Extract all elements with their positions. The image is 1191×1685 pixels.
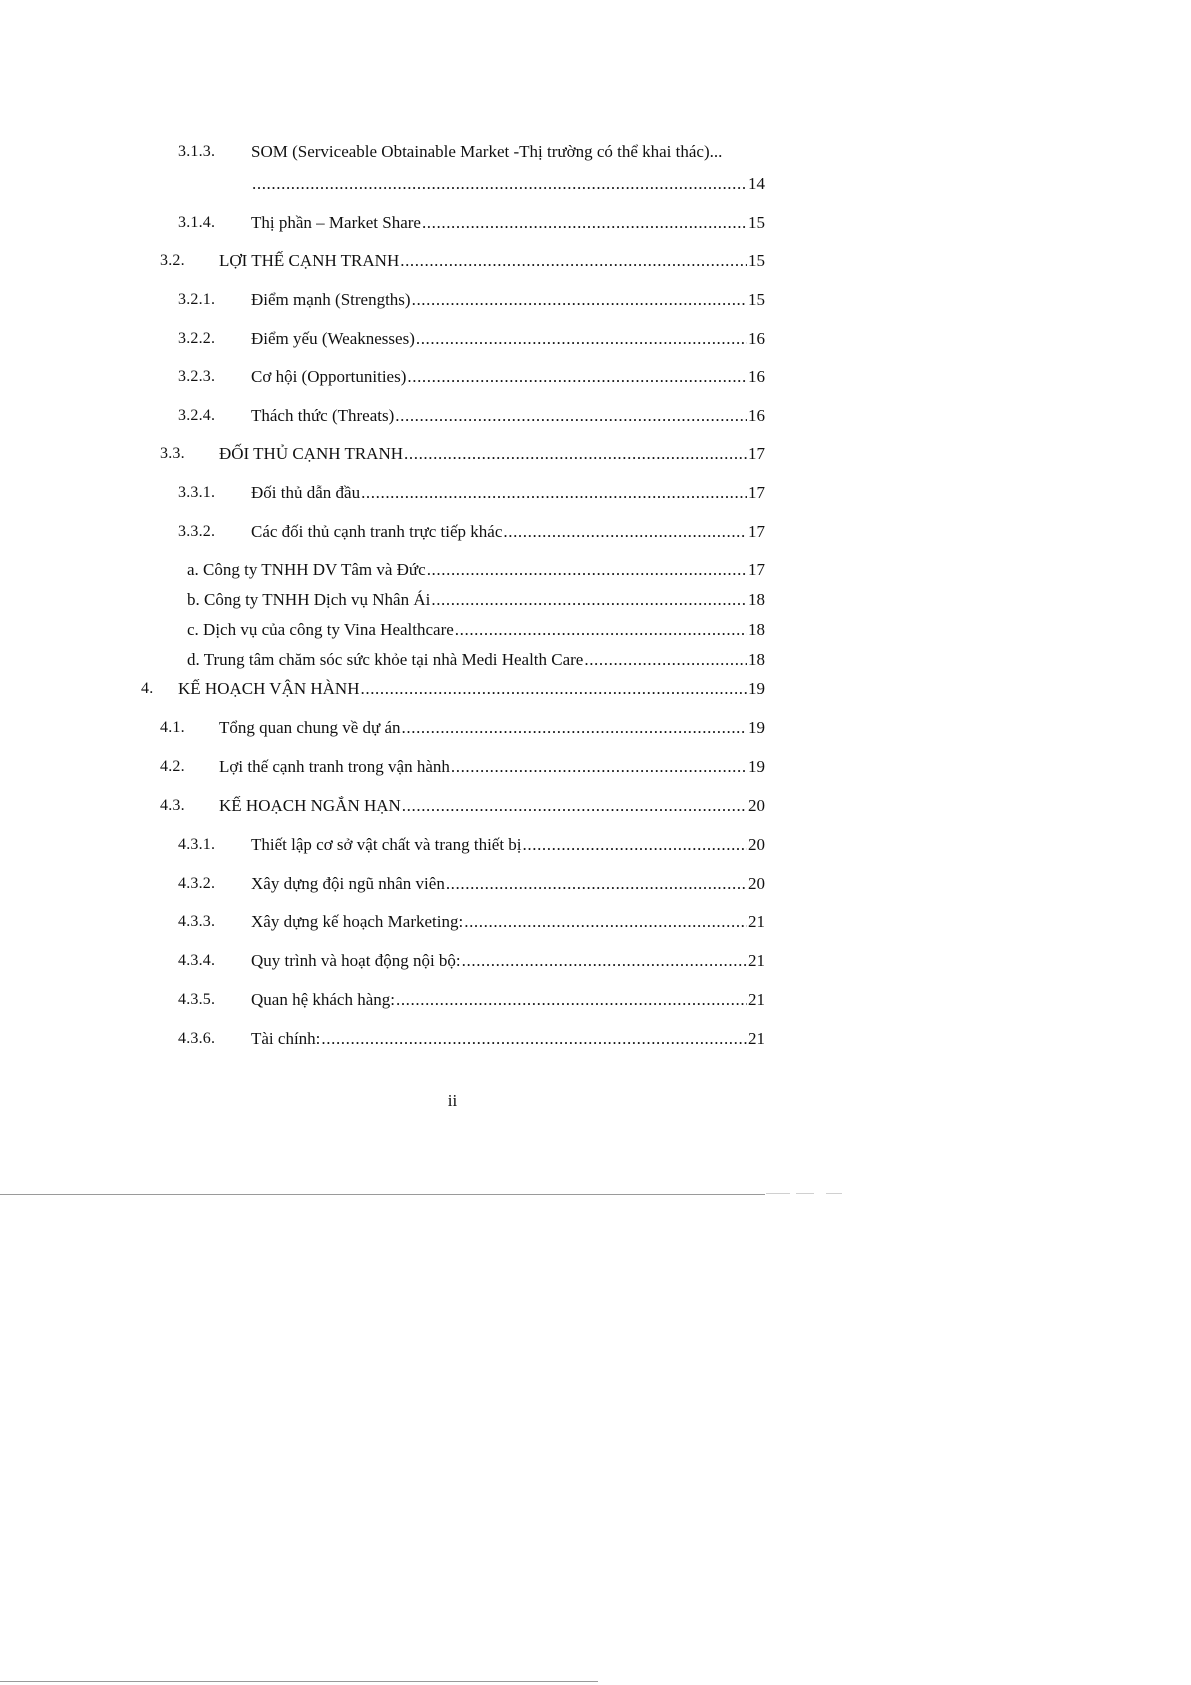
toc-entry-number: 3.2.3. [178,368,216,385]
toc-leader-dots [321,1027,747,1051]
toc-entry-page: 19 [748,718,765,737]
toc-entry-title: KẾ HOẠCH NGẮN HẠN [219,796,401,815]
toc-entry[interactable] [0,211,1191,235]
toc-entry-number: 4.3.3. [178,913,216,930]
toc-entry-page: 16 [748,329,765,348]
toc-entry-page: 17 [748,560,765,579]
toc-entry-title: Điểm yếu (Weaknesses) [251,329,415,348]
toc-entry-number: 3.2. [160,252,185,269]
toc-entry-number: 4. [141,680,154,697]
toc-entry-title: b. Công ty TNHH Dịch vụ Nhân Ái [187,590,431,609]
toc-entry[interactable] [0,404,1191,428]
toc-entry[interactable] [0,365,1191,389]
toc-entry-page: 21 [748,951,765,970]
toc-entry-page: 15 [748,251,765,270]
toc-entry-page: 20 [748,796,765,815]
toc-entry-page: 16 [748,367,765,386]
toc-leader-dots [503,520,747,544]
toc-entry[interactable] [0,140,1191,164]
toc-leader-dots [252,172,747,196]
toc-entry-page: 15 [748,213,765,232]
toc-entry-number: 4.3.4. [178,952,216,969]
toc-leader-dots [361,481,747,505]
toc-entry-number: 3.2.1. [178,291,216,308]
toc-entry-title: Tài chính: [251,1029,321,1048]
toc-entry[interactable] [0,327,1191,351]
toc-entry-title: d. Trung tâm chăm sóc sức khỏe tại nhà Medi Health Care [187,650,584,669]
toc-leader-dots [427,558,747,582]
toc-leader-dots [416,327,747,351]
toc-entry-title: c. Dịch vụ của công ty Vina Healthcare [187,620,454,639]
toc-entry-title: SOM (Serviceable Obtainable Market -Thị trường có thể khai thác)... [251,142,723,161]
toc-leader-dots [431,588,747,612]
toc-entry-page: 20 [748,874,765,893]
toc-entry[interactable] [0,588,1191,612]
toc-leader-dots [400,249,747,273]
toc-entry-title: Xây dựng đội ngũ nhân viên [251,874,445,893]
toc-entry-page: 21 [748,1029,765,1048]
toc-entry-page: 18 [748,650,765,669]
toc-leader-dots [395,404,747,428]
toc-entry-page: 21 [748,990,765,1009]
page-divider-fragment [826,1193,842,1194]
toc-entry-title: LỢI THẾ CẠNH TRANH [219,251,400,270]
toc-entry-page: 15 [748,290,765,309]
toc-entry-number: 4.3.5. [178,991,216,1008]
toc-entry-title: KẾ HOẠCH VẬN HÀNH [178,679,360,698]
toc-entry-number: 3.3. [160,445,185,462]
toc-leader-dots [451,755,747,779]
toc-entry-title: Thách thức (Threats) [251,406,395,425]
toc-entry[interactable] [0,833,1191,857]
toc-entry-title: Lợi thế cạnh tranh trong vận hành [219,757,450,776]
toc-entry-page: 19 [748,757,765,776]
toc-entry-title: Cơ hội (Opportunities) [251,367,407,386]
toc-entry[interactable] [0,910,1191,934]
toc-entry-continuation[interactable] [0,172,1191,196]
toc-entry[interactable] [0,520,1191,544]
toc-entry[interactable] [0,872,1191,896]
toc-entry-number: 4.3.1. [178,836,216,853]
toc-entry[interactable] [0,249,1191,273]
toc-entry-title: Đối thủ dẫn đầu [251,483,361,502]
toc-entry-number: 3.1.4. [178,214,216,231]
toc-entry-page: 18 [748,620,765,639]
toc-entry-title: Điểm mạnh (Strengths) [251,290,411,309]
toc-entry-page: 14 [748,174,765,193]
toc-entry-number: 4.3.2. [178,875,216,892]
toc-leader-dots [361,677,748,701]
toc-leader-dots [407,365,747,389]
toc-leader-dots [446,872,747,896]
toc-entry-page: 16 [748,406,765,425]
toc-entry-page: 17 [748,483,765,502]
toc-entry-title: Quan hệ khách hàng: [251,990,395,1009]
toc-entry-page: 20 [748,835,765,854]
toc-entry-title: ĐỐI THỦ CẠNH TRANH [219,444,404,463]
toc-entry[interactable] [0,716,1191,740]
toc-entry-number: 3.1.3. [178,143,216,160]
toc-entry[interactable] [0,794,1191,818]
toc-leader-dots [412,288,747,312]
page-number: ii [447,1091,458,1110]
toc-entry-number: 3.2.2. [178,330,216,347]
toc-leader-dots [523,833,747,857]
toc-entry-title: Xây dựng kế hoạch Marketing: [251,912,464,931]
toc-entry-number: 4.3. [160,797,185,814]
toc-leader-dots [396,988,747,1012]
toc-entry[interactable] [0,1027,1191,1051]
toc-entry-number: 4.3.6. [178,1030,216,1047]
page-divider [0,1194,765,1195]
page-divider [0,1681,598,1682]
toc-entry[interactable] [0,755,1191,779]
toc-entry[interactable] [0,442,1191,466]
toc-entry-title: Các đối thủ cạnh tranh trực tiếp khác [251,522,503,541]
toc-entry-title: Thị phần – Market Share [251,213,421,232]
toc-leader-dots [464,910,747,934]
toc-entry-page: 17 [748,522,765,541]
toc-entry[interactable] [0,677,1191,701]
toc-entry-number: 4.1. [160,719,185,736]
toc-entry[interactable] [0,648,1191,672]
toc-entry-page: 17 [748,444,765,463]
toc-entry-title: Tổng quan chung về dự án [219,718,401,737]
toc-entry-title: Thiết lập cơ sở vật chất và trang thiết bị [251,835,522,854]
toc-leader-dots [462,949,747,973]
toc-leader-dots [402,716,747,740]
toc-entry[interactable] [0,481,1191,505]
toc-entry-number: 3.3.2. [178,523,216,540]
toc-entry[interactable] [0,288,1191,312]
toc-entry[interactable] [0,949,1191,973]
toc-leader-dots [402,794,747,818]
toc-entry-number: 4.2. [160,758,185,775]
toc-leader-dots [584,648,747,672]
toc-entry-title: a. Công ty TNHH DV Tâm và Đức [187,560,426,579]
toc-leader-dots [455,618,747,642]
toc-leader-dots [404,442,747,466]
page-divider-fragment [796,1193,814,1194]
toc-entry[interactable] [0,558,1191,582]
toc-leader-dots [422,211,747,235]
page-divider-fragment [766,1193,790,1194]
toc-entry-page: 19 [748,679,765,698]
toc-entry-title: Quy trình và hoạt động nội bộ: [251,951,461,970]
toc-entry[interactable] [0,618,1191,642]
toc-entry[interactable] [0,988,1191,1012]
toc-entry-number: 3.3.1. [178,484,216,501]
toc-entry-number: 3.2.4. [178,407,216,424]
toc-entry-page: 18 [748,590,765,609]
toc-entry-page: 21 [748,912,765,931]
